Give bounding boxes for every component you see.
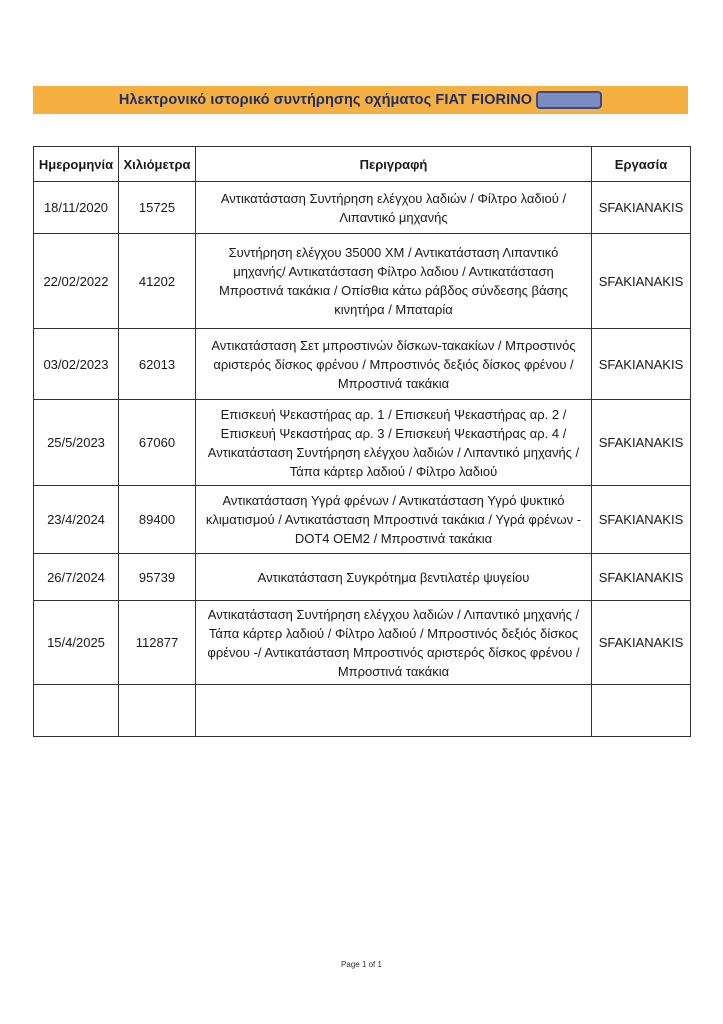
- cell-km: [119, 685, 196, 737]
- cell-description: Επισκευή Ψεκαστήρας αρ. 1 / Επισκευή Ψεκαστήρας αρ. 2 / Επισκευή Ψεκαστήρας αρ. 3 / Επισκευή Ψεκαστήρας αρ. 4 / Αντικατάσταση Συντήρηση ελέγχου λαδιών / Λιπαντικό μηχανής / Τάπα κάρτερ λαδιού / Φίλτρο λαδιού: [196, 400, 592, 486]
- title-banner: [33, 86, 688, 114]
- cell-description: Αντικατάσταση Συντήρηση ελέγχου λαδιών / Φίλτρο λαδιού / Λιπαντικό μηχανής: [196, 182, 592, 234]
- cell-description: Αντικατάσταση Συντήρηση ελέγχου λαδιών / Λιπαντικό μηχανής / Τάπα κάρτερ λαδιού / Φίλτρο λαδιού / Μπροστινός δεξιός δίσκος φρένου -/ Αντικατάσταση Μπροστινός αριστερός δίσκος φρένου / Μπροστινά τακάκια: [196, 601, 592, 685]
- cell-description: Συντήρηση ελέγχου 35000 ΧΜ / Αντικατάσταση Λιπαντικό μηχανής/ Αντικατάσταση Φίλτρο λαδιου / Αντικατάσταση Μπροστινά τακάκια / Οπίσθια κάτω ράβδος σύνδεσης βάσης κινητήρα / Μπαταρία: [196, 234, 592, 329]
- table-row: [34, 182, 691, 234]
- cell-date: 18/11/2020: [34, 182, 119, 234]
- cell-work: SFAKIANAKIS: [592, 554, 691, 601]
- table-row: [34, 400, 691, 486]
- header-description: Περιγραφή: [196, 147, 592, 182]
- cell-km: 112877: [119, 601, 196, 685]
- header-km: Χιλιόμετρα: [119, 147, 196, 182]
- cell-date: 26/7/2024: [34, 554, 119, 601]
- table-row: [34, 234, 691, 329]
- table-row-empty: [34, 685, 691, 737]
- cell-km: 67060: [119, 400, 196, 486]
- cell-work: [592, 685, 691, 737]
- cell-description: [196, 685, 592, 737]
- cell-km: 62013: [119, 329, 196, 400]
- cell-date: [34, 685, 119, 737]
- table-header-row: [34, 147, 691, 182]
- cell-work: SFAKIANAKIS: [592, 601, 691, 685]
- cell-km: 95739: [119, 554, 196, 601]
- header-work: Εργασία: [592, 147, 691, 182]
- header-date: Ημερομηνία: [34, 147, 119, 182]
- cell-work: SFAKIANAKIS: [592, 400, 691, 486]
- page-footer: Page 1 of 1: [341, 960, 382, 969]
- cell-km: 89400: [119, 486, 196, 554]
- document-title: Ηλεκτρονικό ιστορικό συντήρησης οχήματος FIAT FIORINO: [118, 92, 533, 108]
- table-row: [34, 554, 691, 601]
- cell-date: 22/02/2022: [34, 234, 119, 329]
- cell-work: SFAKIANAKIS: [592, 182, 691, 234]
- cell-km: 41202: [119, 234, 196, 329]
- cell-work: SFAKIANAKIS: [592, 234, 691, 329]
- cell-work: SFAKIANAKIS: [592, 486, 691, 554]
- table-row: [34, 486, 691, 554]
- cell-date: 03/02/2023: [34, 329, 119, 400]
- cell-km: 15725: [119, 182, 196, 234]
- cell-work: SFAKIANAKIS: [592, 329, 691, 400]
- cell-date: 25/5/2023: [34, 400, 119, 486]
- table-row: [34, 329, 691, 400]
- cell-description: Αντικατάσταση Υγρά φρένων / Αντικατάσταση Υγρό ψυκτικό κλιματισμού / Αντικατάσταση Μπροστινά τακάκια / Υγρά φρένων - DOT4 OEM2 / Μπροστινά τακάκια: [196, 486, 592, 554]
- cell-date: 15/4/2025: [34, 601, 119, 685]
- cell-date: 23/4/2024: [34, 486, 119, 554]
- cell-description: Αντικατάσταση Σετ μπροστινών δίσκων-τακακίων / Μπροστινός αριστερός δίσκος φρένου / Μπροστινός δεξιός δίσκος φρένου / Μπροστινά τακάκια: [196, 329, 592, 400]
- maintenance-table: [33, 146, 691, 737]
- redacted-plate-box: [536, 91, 602, 109]
- cell-description: Αντικατάσταση Συγκρότημα βεντιλατέρ ψυγείου: [196, 554, 592, 601]
- table-row: [34, 601, 691, 685]
